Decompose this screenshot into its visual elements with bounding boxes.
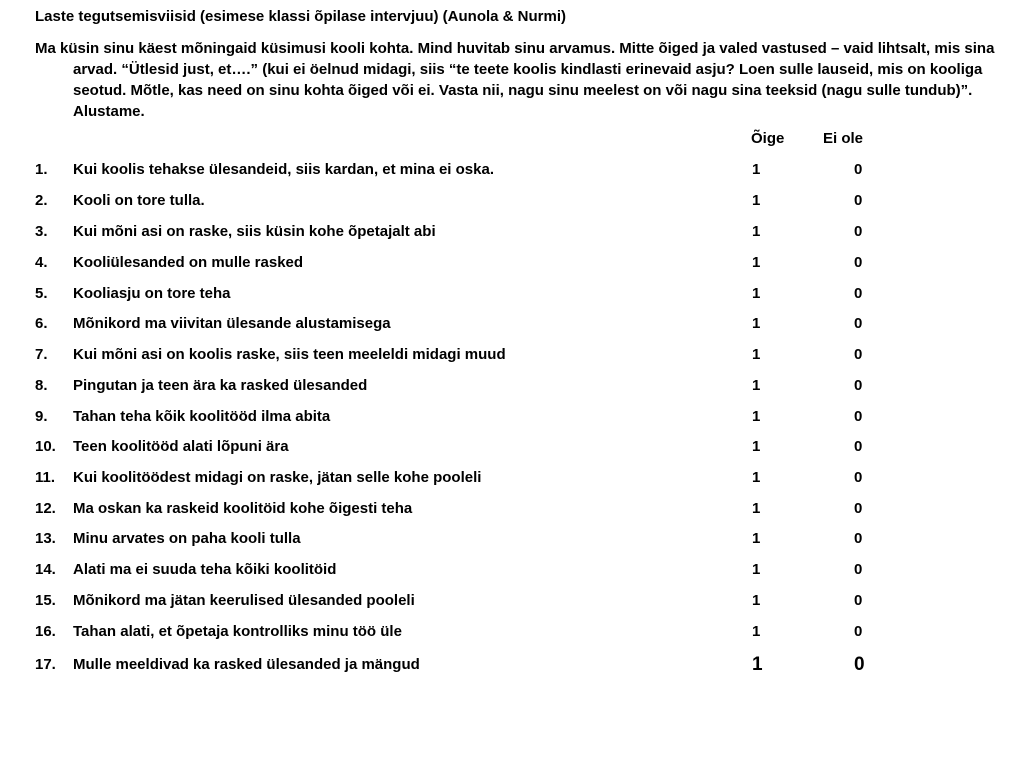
question-row [0, 159, 1024, 181]
question-text: Kui mõni asi on koolis raske, siis teen meeleldi midagi muud [73, 346, 506, 363]
question-row [0, 590, 1024, 612]
question-text: Kui koolis tehakse ülesandeid, siis kardan, et mina ei oska. [73, 161, 494, 178]
answer-no-value: 0 [854, 623, 863, 640]
question-text: Alati ma ei suuda teha kõiki koolitöid [73, 561, 337, 578]
question-number: 1. [35, 161, 48, 178]
question-number: 2. [35, 192, 48, 209]
question-number: 10. [35, 438, 56, 455]
answer-yes-value: 1 [752, 377, 761, 394]
question-row [0, 252, 1024, 274]
answer-yes-value: 1 [752, 223, 761, 240]
answer-no-value: 0 [854, 223, 863, 240]
question-text: Tahan alati, et õpetaja kontrolliks minu töö üle [73, 623, 402, 640]
question-number: 13. [35, 530, 56, 547]
question-row [0, 283, 1024, 305]
answer-no-value: 0 [854, 192, 863, 209]
question-text: Mõnikord ma jätan keerulised ülesanded pooleli [73, 592, 415, 609]
question-text: Kooli on tore tulla. [73, 192, 205, 209]
question-number: 3. [35, 223, 48, 240]
answer-no-value: 0 [854, 438, 863, 455]
document-title: Laste tegutsemisviisid (esimese klassi õpilase intervjuu) (Aunola & Nurmi) [35, 8, 566, 25]
answer-yes-value: 1 [752, 285, 761, 302]
answer-yes-value: 1 [752, 192, 761, 209]
answer-no-value: 0 [854, 654, 865, 675]
question-row [0, 190, 1024, 212]
question-text: Ma oskan ka raskeid koolitöid kohe õigesti teha [73, 500, 413, 517]
question-number: 5. [35, 285, 48, 302]
question-text: Mulle meeldivad ka rasked ülesanded ja mängud [73, 656, 420, 673]
question-row [0, 375, 1024, 397]
answer-no-value: 0 [854, 161, 863, 178]
answer-yes-value: 1 [752, 623, 761, 640]
answer-no-value: 0 [854, 377, 863, 394]
question-text: Minu arvates on paha kooli tulla [73, 530, 301, 547]
answer-no-value: 0 [854, 315, 863, 332]
question-row [0, 406, 1024, 428]
question-number: 17. [35, 656, 56, 673]
question-number: 8. [35, 377, 48, 394]
question-row [0, 621, 1024, 643]
answer-no-value: 0 [854, 469, 863, 486]
answer-yes-value: 1 [752, 408, 761, 425]
question-row [0, 344, 1024, 366]
question-row [0, 221, 1024, 243]
question-text: Pingutan ja teen ära ka rasked ülesanded [73, 377, 368, 394]
question-number: 7. [35, 346, 48, 363]
question-row [0, 528, 1024, 550]
column-header-no: Ei ole [823, 130, 864, 147]
question-text: Kui mõni asi on raske, siis küsin kohe õpetajalt abi [73, 223, 436, 240]
question-text: Mõnikord ma viivitan ülesande alustamisega [73, 315, 391, 332]
answer-yes-value: 1 [752, 254, 761, 271]
question-number: 14. [35, 561, 56, 578]
answer-no-value: 0 [854, 254, 863, 271]
answer-no-value: 0 [854, 285, 863, 302]
question-number: 12. [35, 500, 56, 517]
question-row [0, 559, 1024, 581]
question-row [0, 498, 1024, 520]
column-header-yes: Õige [751, 130, 785, 147]
question-text: Teen koolitööd alati lõpuni ära [73, 438, 289, 455]
question-number: 11. [35, 469, 56, 486]
answer-no-value: 0 [854, 561, 863, 578]
answer-no-value: 0 [854, 592, 863, 609]
question-number: 9. [35, 408, 48, 425]
answer-yes-value: 1 [752, 438, 761, 455]
answer-yes-value: 1 [752, 654, 763, 675]
answer-yes-value: 1 [752, 315, 761, 332]
answer-yes-value: 1 [752, 592, 761, 609]
question-number: 16. [35, 623, 56, 640]
intro-paragraph: Ma küsin sinu käest mõningaid küsimusi kooli kohta. Mind huvitab sinu arvamus. Mitte õiged ja valed vastused – vaid lihtsalt, mis sina arvad. “Ütlesid just, et….” (kui ei öelnud midagi, siis “te teete koolis kindlasti erinevaid asju? Loen sulle lauseid, mis on kooliga seotud. Mõtle, kas need on sinu kohta õiged või ei. Vasta nii, nagu sinu meelest on või nagu sina teeksid (nagu sulle tundub)”. Alustame. [35, 40, 995, 120]
answer-yes-value: 1 [752, 561, 761, 578]
answer-yes-value: 1 [752, 346, 761, 363]
answer-yes-value: 1 [752, 530, 761, 547]
answer-no-value: 0 [854, 530, 863, 547]
answer-yes-value: 1 [752, 500, 761, 517]
question-text: Kooliasju on tore teha [73, 285, 231, 302]
question-number: 4. [35, 254, 48, 271]
answer-no-value: 0 [854, 408, 863, 425]
question-text: Kooliülesanded on mulle rasked [73, 254, 304, 271]
answer-no-value: 0 [854, 500, 863, 517]
answer-no-value: 0 [854, 346, 863, 363]
answer-yes-value: 1 [752, 469, 761, 486]
question-number: 6. [35, 315, 48, 332]
question-text: Kui koolitöödest midagi on raske, jätan selle kohe pooleli [73, 469, 482, 486]
answer-yes-value: 1 [752, 161, 761, 178]
question-text: Tahan teha kõik koolitööd ilma abita [73, 408, 331, 425]
question-number: 15. [35, 592, 56, 609]
question-row [0, 313, 1024, 335]
question-row [0, 654, 1024, 676]
question-row [0, 436, 1024, 458]
question-row [0, 467, 1024, 489]
